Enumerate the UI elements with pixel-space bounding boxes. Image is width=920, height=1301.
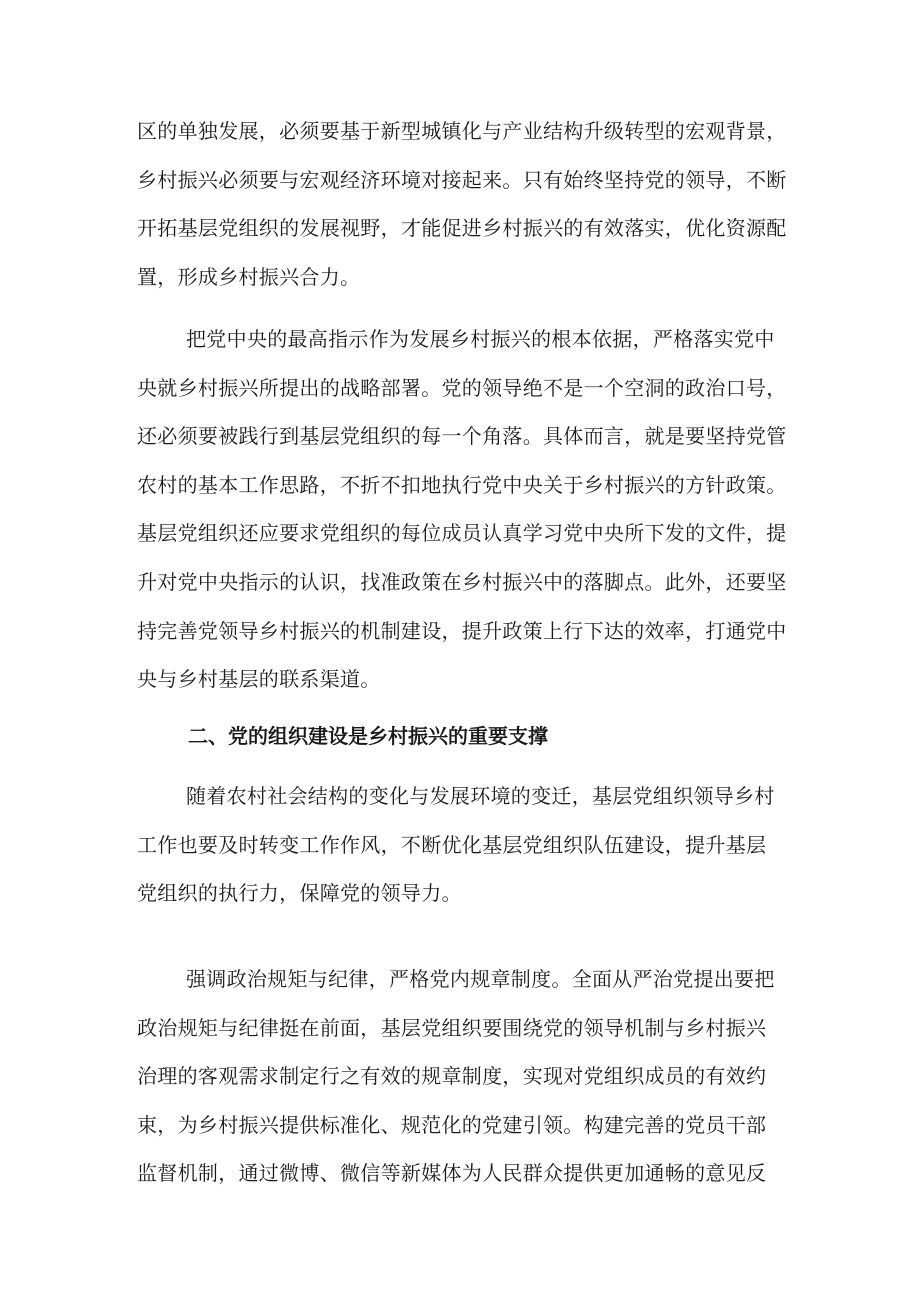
text-line: 强调政治规矩与纪律，严格党内规章制度。全面从严治党提出要把 [186,967,775,991]
text-line: 持完善党领导乡村振兴的机制建设，提升政策上行下达的效率，打通党中 [137,618,787,643]
text-line: 随着农村社会结构的变化与发展环境的变迁，基层党组织领导乡村 [186,784,775,808]
paragraph-2 [137,315,787,704]
text-line: 政治规矩与纪律挺在前面，基层党组织要围绕党的领导机制与乡村振兴 [137,1015,767,1040]
paragraph-4 [137,955,787,1198]
text-line: 束，为乡村振兴提供标准化、规范化的党建引领。构建完善的党员干部 [137,1112,767,1137]
section-heading: 二、党的组织建设是乡村振兴的重要支撑 [188,724,548,748]
text-line: 央就乡村振兴所提出的战略部署。党的领导绝不是一个空洞的政治口号， [137,375,787,400]
text-line: 央与乡村基层的联系渠道。 [137,667,381,692]
text-line: 区的单独发展，必须要基于新型城镇化与产业结构升级转型的宏观背景， [137,119,787,143]
text-line: 升对党中央指示的认识，找准政策在乡村振兴中的落脚点。此外，还要坚 [137,569,787,594]
text-line: 治理的客观需求制定行之有效的规章制度，实现对党组织成员的有效约 [137,1064,767,1089]
text-line: 置，形成乡村振兴合力。 [137,264,361,289]
text-line: 开拓基层党组织的发展视野，才能促进乡村振兴的有效落实，优化资源配 [137,216,787,241]
text-line: 基层党组织还应要求党组织的每位成员认真学习党中央所下发的文件，提 [137,521,787,546]
paragraph-1 [137,107,787,301]
paragraph-3 [137,772,787,918]
text-line: 工作也要及时转变工作作风，不断优化基层党组织队伍建设，提升基层 [137,832,767,857]
text-line: 把党中央的最高指示作为发展乡村振兴的根本依据，严格落实党中 [186,327,775,351]
text-line: 监督机制，通过微博、微信等新媒体为人民群众提供更加通畅的意见反 [137,1161,767,1186]
text-line: 乡村振兴必须要与宏观经济环境对接起来。只有始终坚持党的领导，不断 [137,167,787,192]
text-line: 农村的基本工作思路，不折不扣地执行党中央关于乡村振兴的方针政策。 [137,472,787,497]
text-line: 还必须要被践行到基层党组织的每一个角落。具体而言，就是要坚持党管 [137,424,787,449]
text-line: 党组织的执行力，保障党的领导力。 [137,881,462,906]
